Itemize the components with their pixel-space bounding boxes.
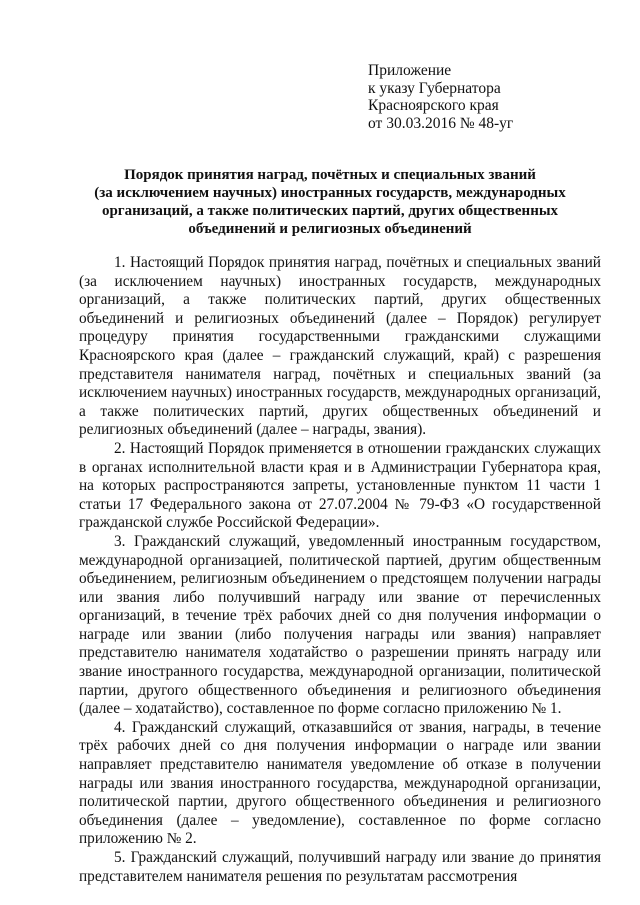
paragraph-1: 1. Настоящий Порядок принятия наград, почётных и специальных званий (за исключением научных) иностранных государств, международных организаций, а также политических партий, других общественных объединений и религиозных объединений (далее – Порядок) регулирует процедуру принятия государственными гражданскими служащими Красноярского края (далее – гражданский служащий, край) с разрешения представителя нанимателя наград, почётных и специальных званий (за исключением научных) иностранных государств, международных организаций, а также политических партий, других общественных объединений и религиозных объединений (далее – награды, звания). [79,254,601,439]
paragraph-4: 4. Гражданский служащий, отказавшийся от звания, награды, в течение трёх рабочих дней со дня получения информации о награде или звании направляет представителю нанимателя уведомление об отказе в получении награды или звания иностранного государства, международной организации, политической партии, другого общественного объединения и религиозного объединения (далее – уведомление), составленное по форме согласно приложению № 2. [79,718,601,848]
title-line: объединений и религиозных объединений [188,221,472,237]
title-line: Порядок принятия наград, почётных и специальных званий [124,167,536,183]
paragraph-2: 2. Настоящий Порядок применяется в отношении гражданских служащих в органах исполнительной власти края и в Администрации Губернатора края, на которых распространяются запреты, установленные пунктом 11 части 1 статьи 17 Федерального закона от 27.07.2004 № 79-ФЗ «О государственной гражданской службе Российской Федерации». [79,439,601,532]
title-line: организаций, а также политических партий, других общественных [101,203,559,219]
paragraph-5: 5. Гражданский служащий, получивший награду или звание до принятия представителем нанимателя решения по результатам рассмотрения [79,849,601,885]
header-line-appendix: Приложение [368,62,452,79]
title-line: (за исключением научных) иностранных государств, международных [94,185,566,201]
paragraph-3: 3. Гражданский служащий, уведомленный иностранным государством, международной организацией, политической партией, другим общественным объединением, религиозным объединением о предстоящем получении награды или звания либо получивший награду или звание от перечисленных организаций, в течение трёх рабочих дней со дня получения информации о награде или звании (либо получения награды или звания) направляет представителю нанимателя ходатайство о разрешении принять награду или звание иностранного государства, международной организации, политической партии, другого общественного объединения и религиозного объединения (далее – ходатайство), составленное по форме согласно приложению № 1. [79,532,601,718]
header-line-region: Красноярского края [368,97,499,114]
header-line-decree: к указу Губернатора [368,79,501,97]
header-line-date-number: от 30.03.2016 № 48-уг [368,114,514,132]
appendix-header [368,62,513,132]
document-body [79,254,601,886]
document-title [60,166,600,238]
